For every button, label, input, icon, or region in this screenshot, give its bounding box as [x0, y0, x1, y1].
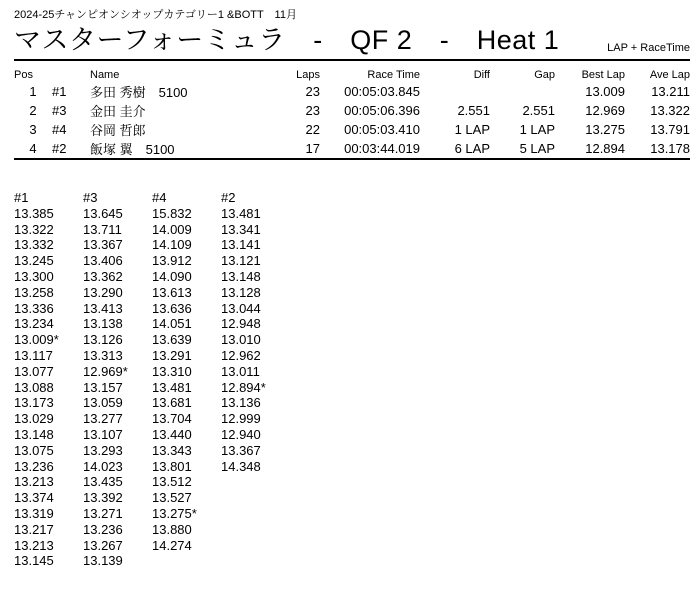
lap-time: 13.010 — [221, 332, 261, 348]
lap-column-driver: #2 — [221, 190, 236, 205]
lap-time: 13.481 — [221, 205, 261, 221]
lap-time: 13.322 — [14, 221, 54, 237]
result-gap: 2.551 — [522, 103, 555, 118]
lap-time: 14.023 — [83, 458, 123, 474]
lap-time: 13.313 — [83, 347, 123, 363]
result-best-lap: 12.894 — [555, 139, 625, 159]
lap-time: 13.126 — [83, 332, 123, 348]
lap-time: 13.107 — [83, 426, 123, 442]
lap-time: 13.271 — [83, 505, 123, 521]
result-car-number: #4 — [52, 122, 67, 137]
lap-time: 13.148 — [221, 268, 261, 284]
lap-time: 13.367 — [83, 237, 123, 253]
lap-time: 13.075 — [14, 442, 54, 458]
result-pos: 1 — [29, 84, 37, 99]
col-header-laps: Laps — [296, 68, 320, 81]
result-laps: 23 — [305, 84, 320, 99]
lap-time: 15.832 — [152, 205, 192, 221]
lap-column-driver: #1 — [14, 190, 29, 205]
lap-time: 13.258 — [14, 284, 54, 300]
result-pos: 3 — [29, 122, 37, 137]
lap-time: 13.374 — [14, 490, 54, 506]
result-row — [14, 101, 690, 120]
lap-time: 12.940 — [221, 426, 261, 442]
lap-time: 13.613 — [152, 284, 192, 300]
lap-column — [152, 190, 221, 569]
lap-column — [221, 190, 290, 569]
lap-time: 13.044 — [221, 300, 261, 316]
lap-time: 13.236 — [14, 458, 54, 474]
col-header-diff: Diff — [473, 68, 490, 81]
lap-time: 13.236 — [83, 521, 123, 537]
lap-time: 13.293 — [83, 442, 123, 458]
result-diff: 6 LAP — [420, 139, 490, 159]
event-subtitle: 2024-25チャンピオンシオップカテゴリー1 &BOTT 11月 — [14, 9, 297, 21]
result-laps: 22 — [305, 122, 320, 137]
lap-time: 13.704 — [152, 411, 192, 427]
result-row — [14, 139, 690, 159]
result-gap — [490, 82, 555, 101]
lap-time: 13.711 — [83, 221, 122, 237]
lap-time: 13.367 — [221, 442, 261, 458]
lap-time: 13.300 — [14, 268, 54, 284]
lap-time: 13.801 — [152, 458, 192, 474]
lap-time: 13.362 — [83, 268, 123, 284]
lap-time: 13.139 — [83, 553, 123, 569]
result-laps: 23 — [305, 103, 320, 118]
lap-time: 13.310 — [152, 363, 192, 379]
result-driver-name: 谷岡 哲郎 — [90, 123, 146, 138]
lap-time: 13.148 — [14, 426, 54, 442]
lap-time: 13.392 — [83, 490, 123, 506]
page-title: マスターフォーミュラ - QF 2 - Heat 1 — [14, 25, 560, 55]
lap-time: 13.077 — [14, 363, 54, 379]
lap-times-grid — [14, 190, 290, 569]
lap-time: 13.440 — [152, 426, 192, 442]
lap-time: 13.059 — [83, 395, 123, 411]
lap-time: 13.290 — [83, 284, 123, 300]
lap-time: 13.088 — [14, 379, 54, 395]
col-header-race-time: Race Time — [367, 68, 420, 81]
lap-time: 13.912 — [152, 253, 192, 269]
lap-time: 13.636 — [152, 300, 192, 316]
result-pos: 4 — [14, 139, 52, 159]
lap-time: 14.051 — [152, 316, 192, 332]
result-best-lap: 13.009 — [585, 84, 625, 99]
result-row — [14, 120, 690, 139]
result-pos: 2 — [29, 103, 37, 118]
lap-time: 14.274 — [152, 537, 192, 553]
result-ave-lap: 13.322 — [650, 103, 690, 118]
lap-time: 13.217 — [14, 521, 54, 537]
lap-time: 13.234 — [14, 316, 54, 332]
result-row — [14, 82, 690, 101]
lap-time: 13.145 — [14, 553, 54, 569]
lap-time: 12.948 — [221, 316, 261, 332]
lap-time: 12.894* — [221, 379, 266, 395]
lap-column — [83, 190, 152, 569]
lap-time: 13.512 — [152, 474, 192, 490]
lap-time: 14.009 — [152, 221, 192, 237]
lap-time: 12.962 — [221, 347, 261, 363]
lap-time: 13.009* — [14, 332, 59, 348]
result-car-number: #1 — [52, 84, 67, 99]
lap-time: 13.141 — [221, 237, 261, 253]
lap-time: 14.109 — [152, 237, 192, 253]
lap-column-driver: #3 — [83, 190, 98, 205]
result-ave-lap: 13.791 — [650, 122, 690, 137]
lap-time: 13.527 — [152, 490, 192, 506]
lap-time: 13.117 — [14, 347, 53, 363]
lap-time: 13.267 — [83, 537, 123, 553]
result-driver-name: 金田 圭介 — [90, 104, 146, 119]
result-best-lap: 12.969 — [585, 103, 625, 118]
col-header-best-lap: Best Lap — [581, 68, 625, 81]
result-car-number: #3 — [52, 103, 67, 118]
lap-time: 13.157 — [83, 379, 123, 395]
lap-time: 13.173 — [14, 395, 54, 411]
lap-time: 12.999 — [221, 411, 261, 427]
lap-column — [14, 190, 83, 569]
lap-time: 13.639 — [152, 332, 192, 348]
lap-time: 13.435 — [83, 474, 123, 490]
lap-time: 13.291 — [152, 347, 192, 363]
col-header-name: Name — [90, 68, 120, 81]
lap-time: 14.090 — [152, 268, 192, 284]
result-race-time: 00:05:06.396 — [344, 103, 420, 118]
result-best-lap: 13.275 — [585, 122, 625, 137]
lap-time: 13.136 — [221, 395, 261, 411]
result-diff — [420, 82, 490, 101]
title-divider — [14, 59, 690, 61]
lap-time: 13.343 — [152, 442, 192, 458]
result-driver-name: 多田 秀樹 5100 — [90, 85, 188, 100]
result-race-time: 00:05:03.410 — [344, 122, 420, 137]
result-gap: 1 LAP — [519, 122, 555, 137]
lap-time: 13.341 — [221, 221, 261, 237]
lap-time: 14.348 — [221, 458, 261, 474]
lap-time: 13.413 — [83, 300, 123, 316]
lap-time: 13.481 — [152, 379, 192, 395]
lap-time: 13.275* — [152, 505, 197, 521]
result-ave-lap: 13.178 — [625, 139, 690, 159]
result-driver-name: 飯塚 翼 5100 — [90, 139, 280, 159]
lap-time: 13.385 — [14, 205, 54, 221]
col-header-no — [52, 67, 90, 82]
lap-time: 13.336 — [14, 300, 54, 316]
result-race-time: 00:03:44.019 — [320, 139, 420, 159]
lap-time: 13.245 — [14, 253, 54, 269]
col-header-pos: Pos — [14, 68, 33, 81]
result-laps: 17 — [280, 139, 320, 159]
lap-time: 13.213 — [14, 537, 54, 553]
lap-time: 13.332 — [14, 237, 54, 253]
result-gap: 5 LAP — [490, 139, 555, 159]
lap-time: 13.406 — [83, 253, 123, 269]
result-race-time: 00:05:03.845 — [344, 84, 420, 99]
lap-time: 13.011 — [221, 363, 260, 379]
results-header-row — [14, 67, 690, 82]
lap-time: 12.969* — [83, 363, 128, 379]
lap-time: 13.277 — [83, 411, 123, 427]
lap-column-driver: #4 — [152, 190, 167, 205]
lap-time: 13.029 — [14, 411, 54, 427]
result-diff: 1 LAP — [454, 122, 490, 137]
lap-time: 13.681 — [152, 395, 192, 411]
result-diff: 2.551 — [457, 103, 490, 118]
result-ave-lap: 13.211 — [651, 84, 690, 99]
results-table — [14, 67, 690, 160]
col-header-ave-lap: Ave Lap — [649, 68, 690, 81]
lap-time: 13.128 — [221, 284, 261, 300]
lap-time: 13.121 — [221, 253, 261, 269]
lap-time: 13.645 — [83, 205, 123, 221]
result-car-number: #2 — [52, 139, 90, 159]
lap-time: 13.880 — [152, 521, 192, 537]
lap-time: 13.138 — [83, 316, 123, 332]
col-header-gap: Gap — [534, 68, 555, 81]
report-type-label: LAP + RaceTime — [607, 42, 690, 54]
lap-time: 13.319 — [14, 505, 54, 521]
lap-time: 13.213 — [14, 474, 54, 490]
